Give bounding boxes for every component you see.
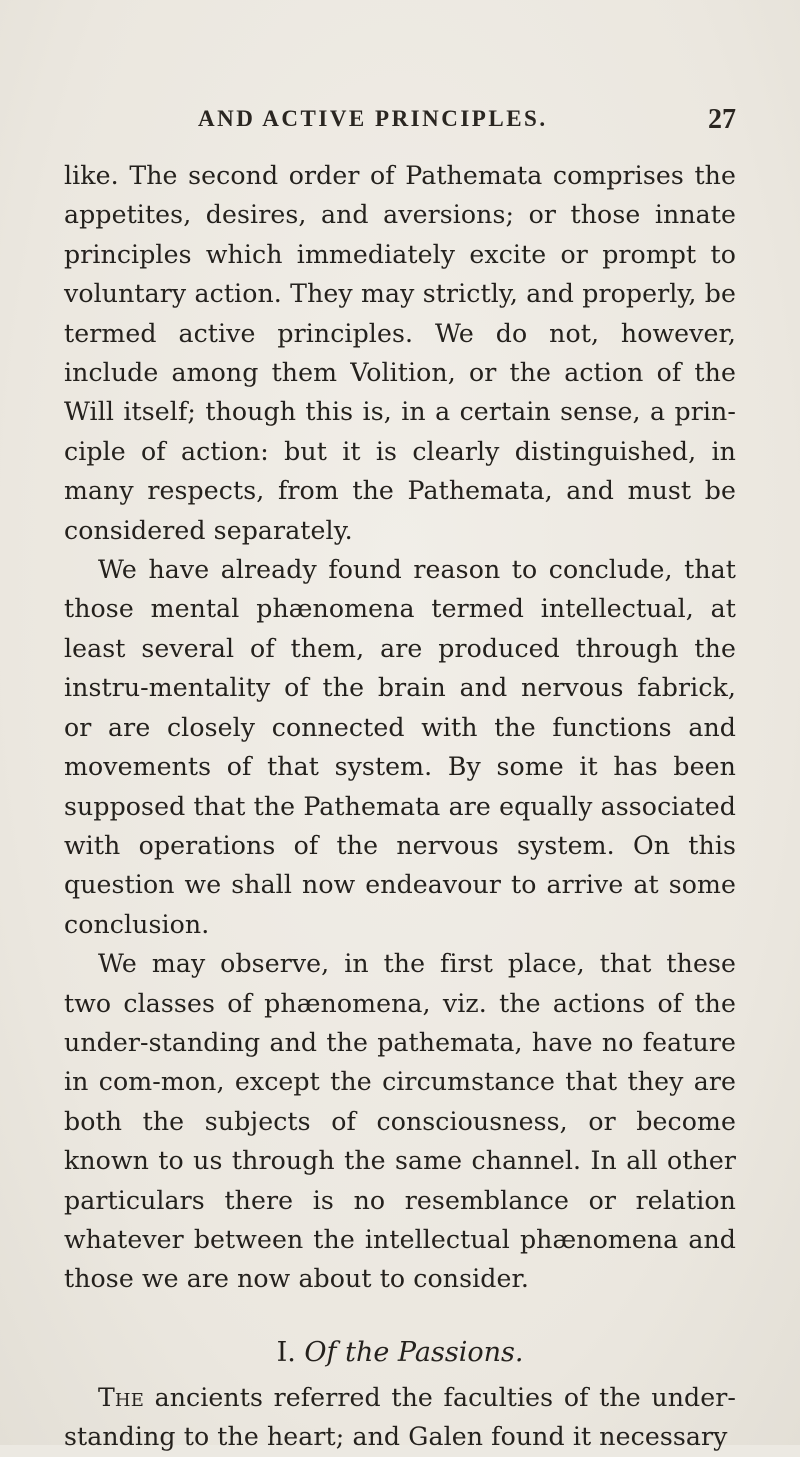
paragraph-4-text: ancients referred the faculties of the under-standing to the heart; and Galen found it necessary	[64, 1382, 736, 1452]
section-number: I.	[276, 1336, 296, 1368]
paragraph-1: like. The second order of Pathemata comprises the appetites, desires, and aversions; or those innate principles which immediately excite or prompt to voluntary action. They may strictly, and properly, be termed active principles. We do not, however, include among them Volition, or the action of the Will itself; though this is, in a certain sense, a prin-ciple of action: but it is clearly distinguished, in many respects, from the Pathemata, and must be considered separately.	[64, 161, 736, 545]
paragraph-3: We may observe, in the first place, that these two classes of phænomena, viz. the actions of the under-standing and the pathemata, have no feature in com-mon, except the circumstance that they are both the subjects of consciousness, or become known to us through the same channel. In all other particulars there is no resemblance or relation whatever between the intellectual phænomena and those we are now about to consider.	[64, 949, 736, 1294]
page-number: 27	[708, 104, 736, 135]
section-title: Of the Passions.	[304, 1336, 524, 1368]
section-heading	[64, 1334, 736, 1372]
paragraph-4-lead: The	[98, 1382, 144, 1412]
paragraph-2: We have already found reason to conclude, that those mental phænomena termed intellectual, at least several of them, are produced through the instru-mentality of the brain and nervous fabrick, or are closely connected with the functions and movements of that system. By some it has been supposed that the Pathemata are equally associated with operations of the nervous system. On this question we shall now endeavour to arrive at some conclusion.	[64, 555, 736, 939]
body-text	[64, 156, 736, 1457]
running-head	[64, 106, 736, 146]
running-title: AND ACTIVE PRINCIPLES.	[198, 106, 548, 131]
